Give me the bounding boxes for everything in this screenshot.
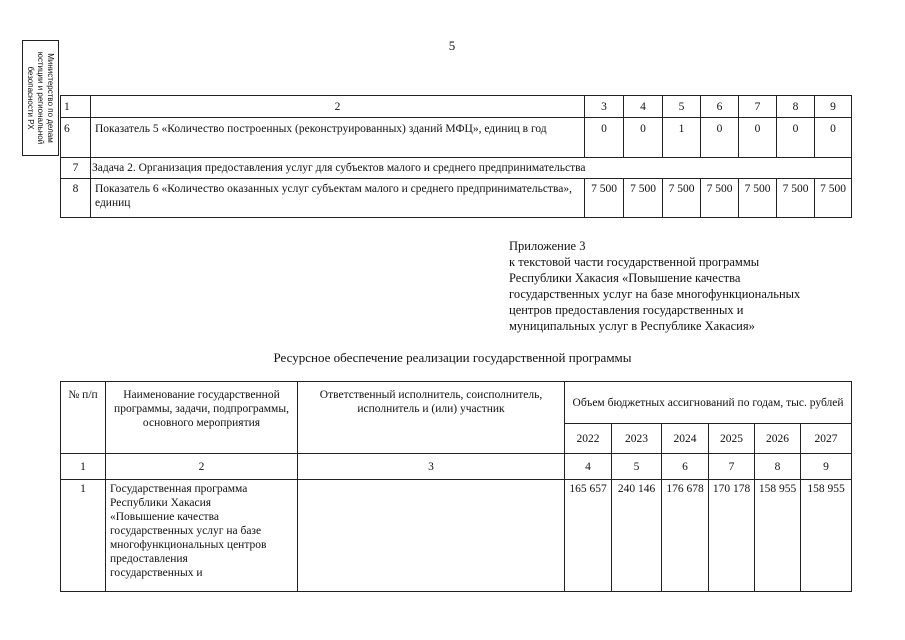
header-cell: 3 [585,96,624,118]
table-row [61,158,852,179]
column-number: 4 [565,454,612,480]
column-number: 7 [709,454,755,480]
program-name-line: государственных услуг на базе [110,525,262,537]
header-cell: 8 [777,96,815,118]
program-name-line: «Повышение качества [110,511,219,523]
table-header-row [61,382,852,424]
value-cell: 7 500 [585,179,624,218]
year-cell: 2025 [709,424,755,454]
header-cell: 7 [739,96,777,118]
header-name: Наименование государственной программы, задачи, подпрограммы, основного мероприятия [106,382,298,454]
ministry-stamp [22,40,59,156]
column-number-row [61,454,852,480]
page-number: 5 [448,38,456,53]
stamp-text [26,52,56,144]
year-cell: 2024 [662,424,709,454]
budget-value: 158 955 [801,480,852,592]
program-name-line: Государственная программа [110,483,248,495]
year-cell: 2026 [755,424,801,454]
row-number: 6 [61,118,91,158]
stamp-line: безопасности РХ [26,66,36,130]
header-executor: Ответственный исполнитель, соисполнитель, исполнитель и (или) участник [298,382,565,454]
table-row [61,179,852,218]
header-cell: 5 [663,96,701,118]
appendix-line: государственных услуг на базе многофункциональных [509,287,801,301]
table-row [61,480,852,592]
resource-table [60,381,852,592]
header-cell: 6 [701,96,739,118]
stamp-line: Министерство по делам [46,53,56,143]
column-number: 5 [612,454,662,480]
header-cell: 2 [91,96,585,118]
value-cell: 7 500 [701,179,739,218]
table-row [61,118,852,158]
header-budget: Объем бюджетных ассигнований по годам, тыс. рублей [565,382,852,424]
appendix-line: центров предоставления государственных и [509,303,744,317]
appendix-line: Приложение 3 [509,239,586,253]
row-number: 7 [61,158,91,179]
budget-value: 176 678 [662,480,709,592]
program-name-line: предоставления [110,553,188,565]
value-cell: 7 500 [777,179,815,218]
value-cell: 0 [624,118,663,158]
program-name-line: многофункциональных центров [110,539,267,551]
column-number: 1 [61,454,106,480]
value-cell: 0 [739,118,777,158]
section-title: Ресурсное обеспечение реализации государственной программы [273,350,632,365]
table-header-row [61,96,852,118]
appendix-heading [509,238,800,334]
executor-cell [298,480,565,592]
value-cell: 1 [663,118,701,158]
budget-value: 165 657 [565,480,612,592]
header-cell: 1 [61,96,91,118]
row-number: 1 [61,480,106,592]
budget-value: 240 146 [612,480,662,592]
indicator-name: Показатель 5 «Количество построенных (реконструированных) зданий МФЦ», единиц в год [91,118,585,158]
column-number: 2 [106,454,298,480]
budget-value: 170 178 [709,480,755,592]
appendix-line: муниципальных услуг в Республике Хакасия» [509,319,755,333]
header-cell: 4 [624,96,663,118]
column-number: 3 [298,454,565,480]
appendix-line: Республики Хакасия «Повышение качества [509,271,741,285]
indicators-table [60,95,852,218]
year-cell: 2027 [801,424,852,454]
header-number: № п/п [61,382,106,454]
program-name-line: Республики Хакасия [110,497,212,509]
value-cell: 7 500 [815,179,852,218]
program-name-line: государственных и [110,567,203,579]
value-cell: 7 500 [624,179,663,218]
stamp-line: юстиции и региональной [36,51,46,145]
task-title: Задача 2. Организация предоставления услуг для субъектов малого и среднего предпринимательства [91,158,852,179]
budget-value: 158 955 [755,480,801,592]
header-cell: 9 [815,96,852,118]
value-cell: 7 500 [663,179,701,218]
row-number: 8 [61,179,91,218]
value-cell: 0 [585,118,624,158]
value-cell: 0 [701,118,739,158]
appendix-line: к текстовой части государственной программы [509,255,760,269]
year-cell: 2023 [612,424,662,454]
value-cell: 0 [777,118,815,158]
program-name [106,480,298,592]
value-cell: 0 [815,118,852,158]
value-cell: 7 500 [739,179,777,218]
column-number: 9 [801,454,852,480]
indicator-name: Показатель 6 «Количество оказанных услуг субъектам малого и среднего предпринимательства», единиц [91,179,585,218]
year-cell: 2022 [565,424,612,454]
column-number: 6 [662,454,709,480]
column-number: 8 [755,454,801,480]
